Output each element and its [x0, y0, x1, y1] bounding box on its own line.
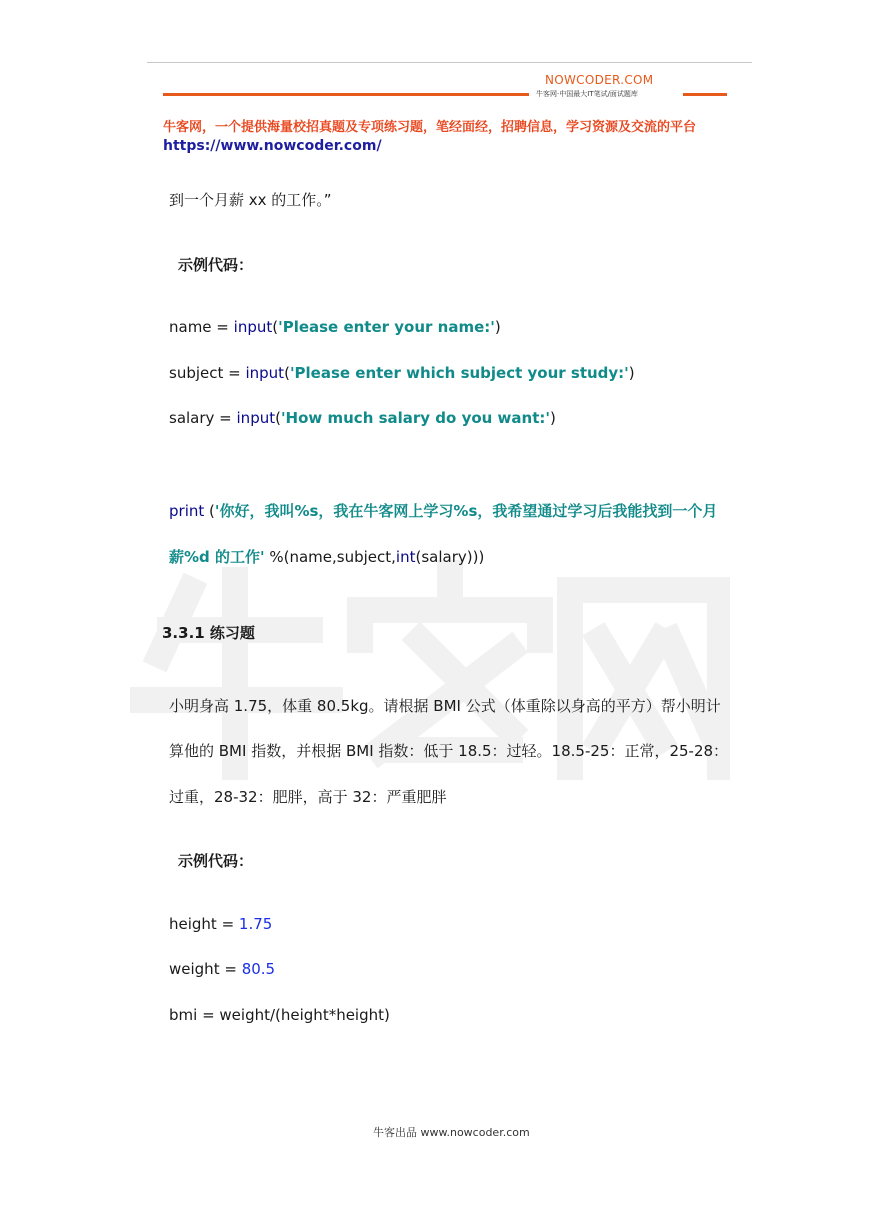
code-text: ) — [494, 318, 501, 336]
header-accent-bar-right — [683, 93, 727, 96]
header-tagline: 牛客网，一个提供海量校招真题及专项练习题，笔经面经，招聘信息，学习资源及交流的平台 — [163, 120, 697, 135]
page-footer: 牛客出品 www.nowcoder.com — [373, 1126, 530, 1139]
example-code-label: 示例代码： — [178, 852, 254, 870]
header-divider — [147, 62, 752, 63]
brand-subtitle: 牛客网·中国最大IT笔试/面试题库 — [536, 90, 638, 98]
code-text: ) — [549, 409, 556, 427]
code-function: print — [169, 502, 205, 520]
continued-line: 到一个月薪 xx 的工作。” — [169, 191, 332, 209]
code-function: input — [236, 409, 276, 427]
code-number: 80.5 — [241, 960, 276, 978]
code-line-print-1 — [169, 500, 717, 521]
code-line-salary — [169, 409, 556, 427]
code-function: input — [245, 364, 285, 382]
code-line-name — [169, 318, 501, 336]
header-accent-bar-left — [163, 93, 529, 96]
code-text: subject = — [169, 364, 246, 382]
example-code-label: 示例代码： — [178, 256, 254, 274]
code-text: ( — [272, 318, 279, 336]
code-string: 'How much salary do you want:' — [280, 409, 550, 427]
code-text: salary = — [169, 409, 237, 427]
code-line-bmi: bmi = weight/(height*height) — [169, 1006, 390, 1024]
code-text: (salary))) — [415, 548, 485, 566]
code-text: ( — [204, 502, 215, 520]
exercise-paragraph-line-2: 算他的 BMI 指数，并根据 BMI 指数：低于 18.5：过轻。18.5-25：正常，25-28： — [169, 742, 729, 760]
brand-logo: NOWCODER.COM — [545, 73, 654, 87]
exercise-paragraph-line-1: 小明身高 1.75，体重 80.5kg。请根据 BMI 公式（体重除以身高的平方）帮小明计 — [169, 697, 721, 715]
code-text: ) — [628, 364, 635, 382]
code-function: input — [233, 318, 273, 336]
code-text: height = — [169, 915, 239, 933]
code-line-print-2 — [169, 546, 484, 567]
code-string: 'Please enter your name:' — [278, 318, 495, 336]
code-text: ( — [284, 364, 290, 382]
code-text: weight = — [169, 960, 242, 978]
exercise-paragraph-line-3: 过重，28-32：肥胖，高于 32：严重肥胖 — [169, 788, 447, 806]
code-text: name = — [169, 318, 234, 336]
code-line-subject — [169, 364, 635, 382]
code-number: 1.75 — [238, 915, 273, 933]
code-line-height — [169, 915, 272, 933]
code-line-weight — [169, 960, 275, 978]
header-url-link[interactable]: https://www.nowcoder.com/ — [163, 138, 382, 154]
code-function: int — [395, 548, 416, 566]
code-string: '你好，我叫%s，我在牛客网上学习%s，我希望通过学习后我能找到一个月 — [214, 502, 718, 520]
code-string: 薪%d 的工作' — [169, 548, 265, 566]
code-text: ( — [275, 409, 281, 427]
code-string: 'Please enter which subject your study:' — [289, 364, 629, 382]
code-text: %(name,subject, — [264, 548, 396, 566]
section-title: 3.3.1 练习题 — [162, 624, 255, 642]
